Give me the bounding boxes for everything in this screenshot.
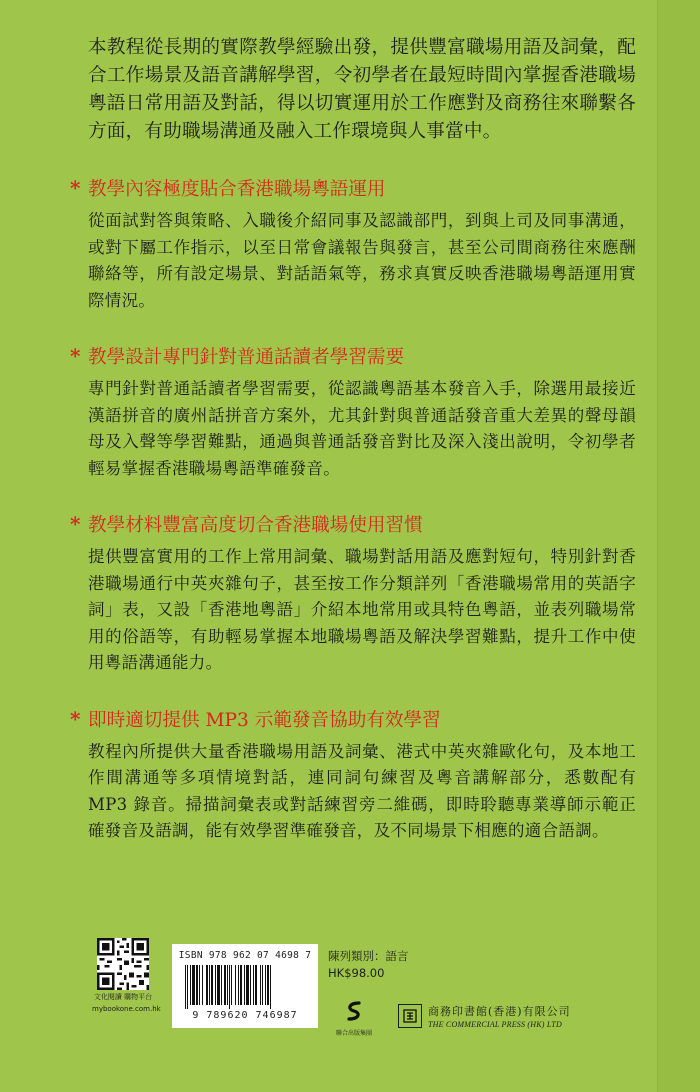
feature-section-1 xyxy=(70,174,636,314)
qr-caption: 文化閱讀 購物平台 xyxy=(93,993,153,1001)
price: HK$98.00 xyxy=(328,966,385,980)
qr-code-icon[interactable] xyxy=(97,938,149,990)
intro-paragraph: 本教程從長期的實際教學經驗出發，提供豐富職場用語及詞彙，配合工作場景及語音講解學習，令初學者在最短時間內掌握香港職場粵語日常用語及對話，得以切實運用於工作應對及商務往來聯繫各方面，有助職場溝通及融入工作環境與人事當中。 xyxy=(88,37,636,142)
press-seal-icon xyxy=(398,1004,422,1028)
asterisk-icon: * xyxy=(70,344,81,368)
isbn-barcode-box xyxy=(172,944,318,1028)
feature-section-4 xyxy=(70,705,636,845)
feature-title-3: 教學材料豐富高度切合香港職場使用習慣 xyxy=(88,515,423,536)
barcode-number: 9 789620 746987 xyxy=(192,1010,298,1021)
back-cover-text xyxy=(70,34,636,845)
commercial-press-logo xyxy=(398,1003,571,1029)
publishing-group-logo xyxy=(334,1000,374,1037)
feature-section-3 xyxy=(70,510,636,677)
barcode-icon xyxy=(183,965,307,1009)
swirl-logo-icon xyxy=(343,1000,365,1022)
feature-heading-3 xyxy=(70,510,636,540)
feature-body-2: 專門針對普通話讀者學習需要，從認識粵語基本發音入手，除選用最接近漢語拼音的廣州話拼音方案外，尤其針對與普通話發音重大差異的聲母韻母及入聲等學習難點，通過與普通話發音對比及深入淺出說明，令初學者輕易掌握香港職場粵語準確發音。 xyxy=(88,379,636,478)
feature-title-2: 教學設計專門針對普通話讀者學習需要 xyxy=(88,347,405,368)
qr-url: mybookone.com.hk xyxy=(92,1005,161,1013)
feature-body-1: 從面試對答與策略、入職後介紹同事及認識部門，到與上司及同事溝通，或對下屬工作指示，以至日常會議報告與發言，甚至公司間商務往來應酬聯絡等，所有設定場景、對話語氣等，務求真實反映香港職場粵語運用實際情況。 xyxy=(88,211,636,310)
isbn-label: ISBN 978 962 07 4698 7 xyxy=(178,950,312,961)
asterisk-icon: * xyxy=(70,512,81,536)
cover-edge xyxy=(657,0,700,1092)
feature-section-2 xyxy=(70,342,636,482)
press-name-chinese: 商務印書館(香港)有限公司 xyxy=(428,1005,571,1018)
price-info xyxy=(328,948,409,982)
feature-heading-2 xyxy=(70,342,636,372)
feature-title-1: 教學內容極度貼合香港職場粵語運用 xyxy=(88,179,386,200)
press-name-english: THE COMMERCIAL PRESS (HK) LTD xyxy=(428,1020,562,1029)
publishing-group-caption: 聯合出版集團 xyxy=(335,1030,372,1037)
feature-body-3: 提供豐富實用的工作上常用詞彙、職場對話用語及應對短句，特別針對香港職場通行中英夾雜句子，甚至按工作分類詳列「香港職場常用的英語字詞」表，又設「香港地粵語」介紹本地常用或具特色粵語，並表列職場常用的俗語等，有助輕易掌握本地職場粵語及解決學習難點，提升工作中使用粵語溝通能力。 xyxy=(88,547,636,672)
feature-body-4: 教程內所提供大量香港職場用語及詞彙、港式中英夾雜歐化句，及本地工作間溝通等多項情境對話，連同詞句練習及粵音講解部分，悉數配有 MP3 錄音。掃描詞彙表或對話練習旁二維碼，即時聆聽專業導師示範正確發音及語調，能有效學習準確發音，及不同場景下相應的適合語調。 xyxy=(88,741,636,840)
feature-heading-4 xyxy=(70,705,636,735)
feature-heading-1 xyxy=(70,174,636,204)
asterisk-icon: * xyxy=(70,176,81,200)
feature-title-4: 即時適切提供 MP3 示範發音協助有效學習 xyxy=(88,709,441,731)
asterisk-icon: * xyxy=(70,706,81,731)
shelf-category: 陳列類別：語言 xyxy=(328,949,409,963)
qr-block xyxy=(92,938,161,1014)
